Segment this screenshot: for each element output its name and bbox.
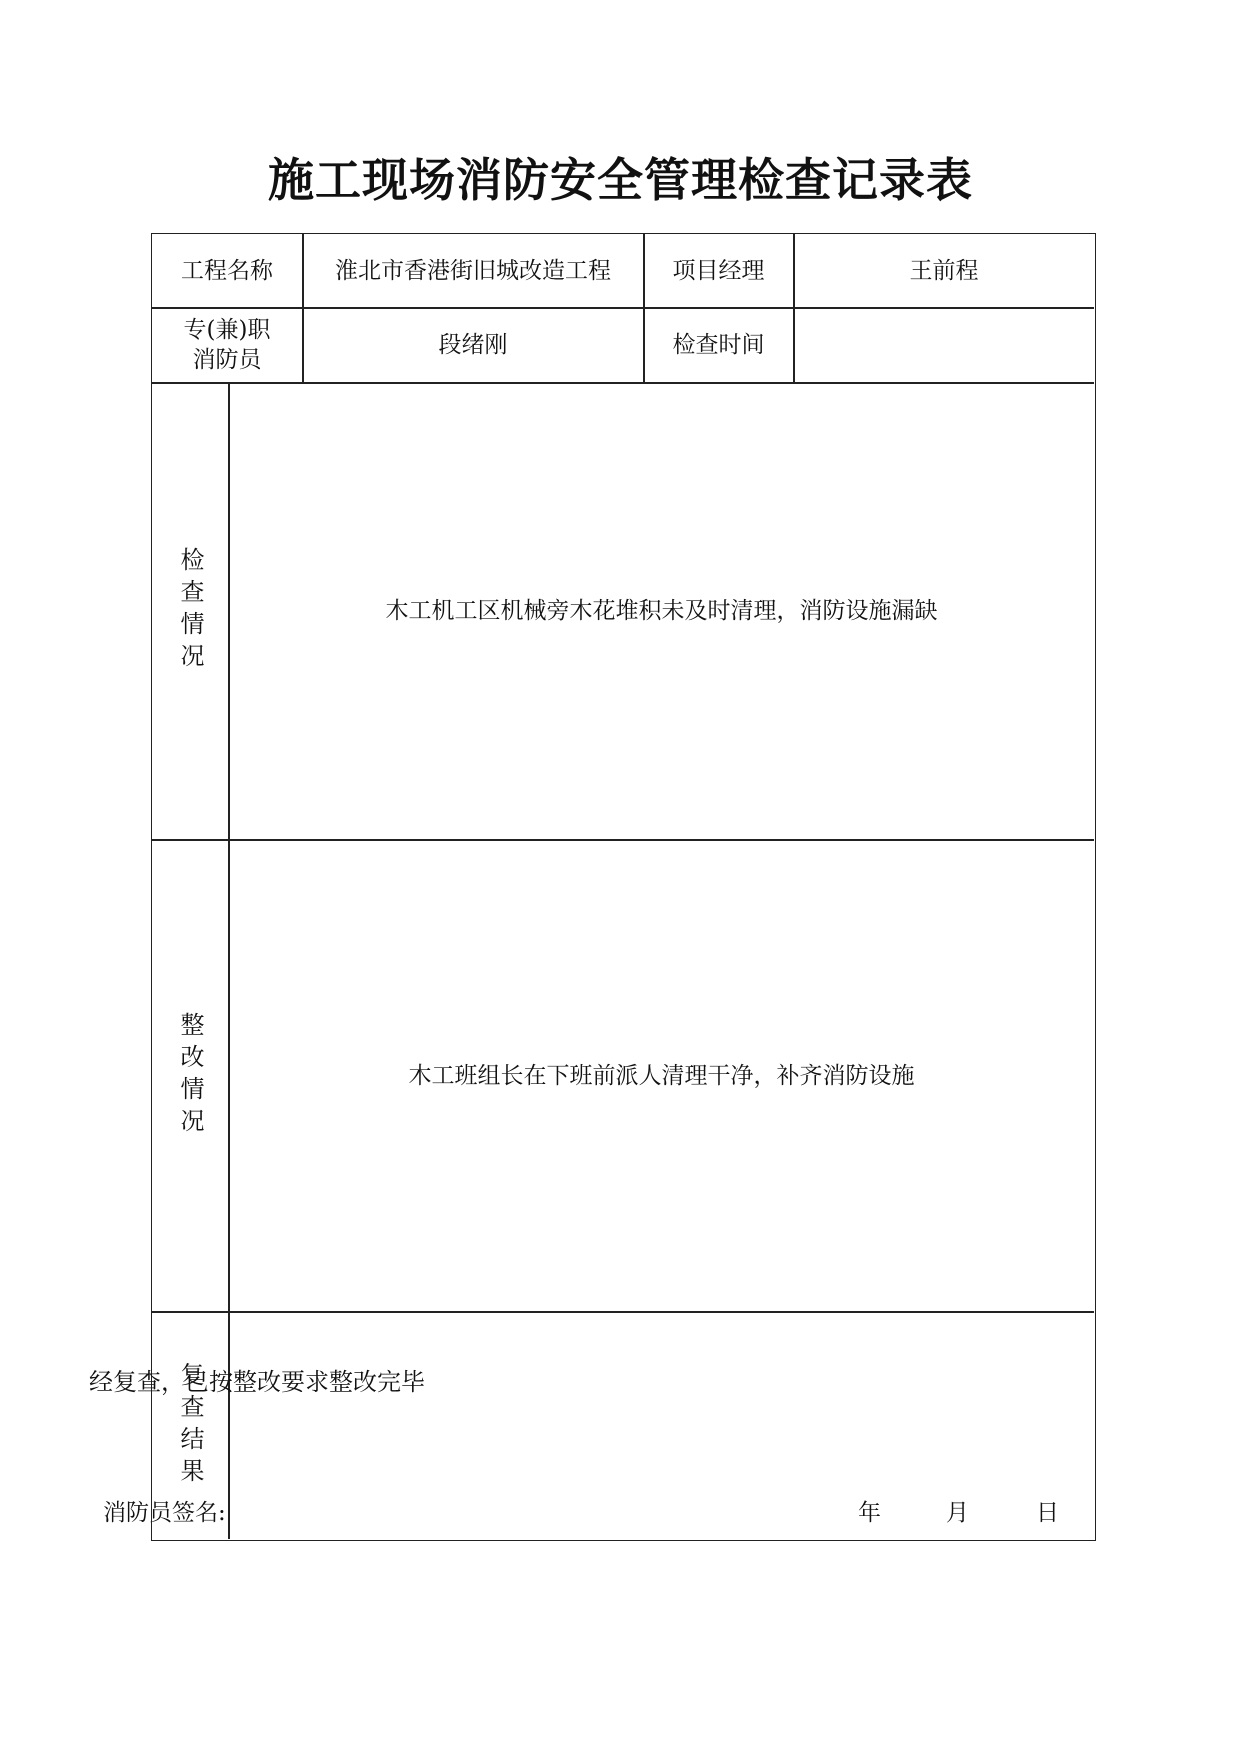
review-content: 经复查，已按整改要求整改完毕 xyxy=(89,1368,425,1396)
page-title: 施工现场消防安全管理检查记录表 xyxy=(268,153,973,207)
firefighter-label xyxy=(152,308,302,382)
inspection-content: 木工机工区机械旁木花堆积未及时清理，消防设施漏缺 xyxy=(385,598,938,624)
project-name-label: 工程名称 xyxy=(181,257,273,284)
inspection-time-label: 检查时间 xyxy=(672,332,765,358)
review-label: 复查结果 xyxy=(176,1361,204,1490)
firefighter-label-line1: 专(兼)职 xyxy=(183,317,271,343)
date-month-label: 月 xyxy=(946,1500,969,1526)
rectification-content: 木工班组长在下班前派人清理干净，补齐消防设施 xyxy=(408,1062,915,1089)
date-day-label: 日 xyxy=(1036,1500,1059,1526)
project-name-value: 淮北市香港街旧城改造工程 xyxy=(335,257,611,284)
project-manager-value: 王前程 xyxy=(909,257,979,284)
date-year-label: 年 xyxy=(858,1500,881,1526)
row-divider-4 xyxy=(152,1311,1094,1313)
inspection-record-table xyxy=(151,233,1096,1541)
firefighter-value: 段绪刚 xyxy=(438,332,508,358)
firefighter-label-line2: 消防员 xyxy=(192,347,262,373)
project-manager-label: 项目经理 xyxy=(672,257,765,284)
signature-label: 消防员签名: xyxy=(103,1500,226,1526)
rectification-label: 整改情况 xyxy=(176,1011,204,1140)
inspection-label: 检查情况 xyxy=(176,547,204,675)
inspection-time-value xyxy=(794,308,1094,382)
